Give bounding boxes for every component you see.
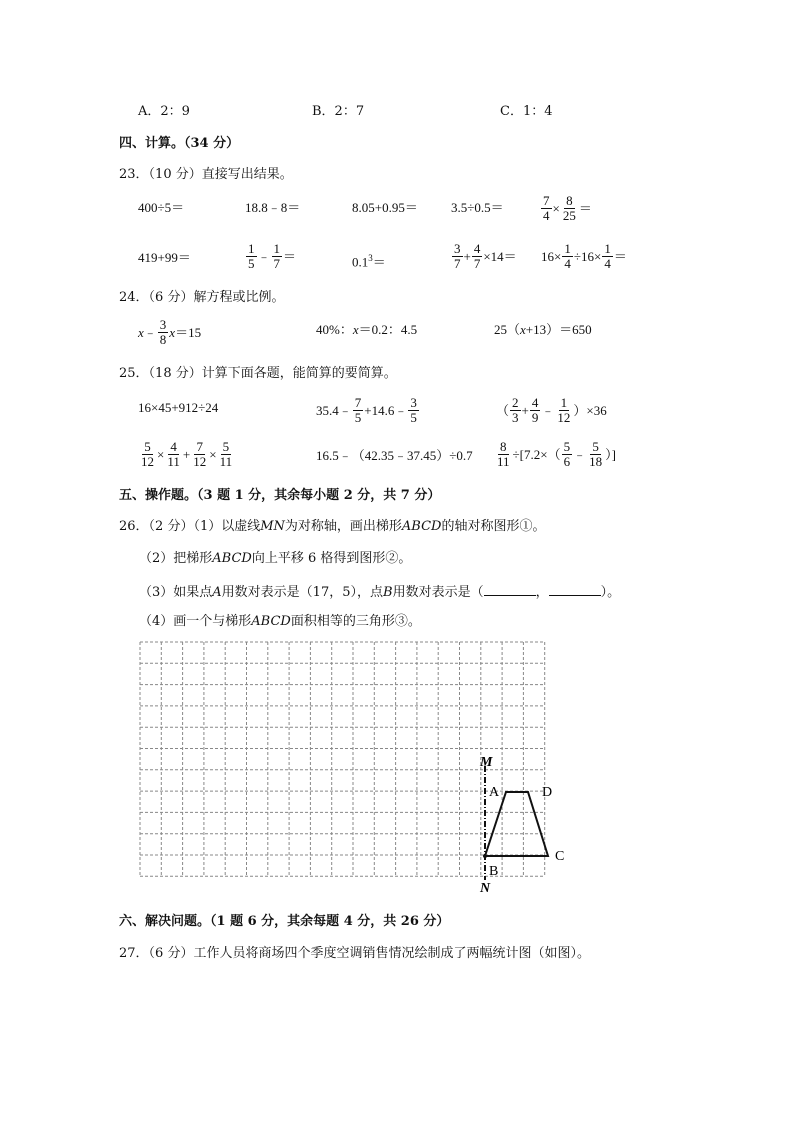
q25-heading: 25．（18 分）计算下面各题，能简算的要简算。 [119, 366, 397, 381]
option-b: B．2：7 [312, 104, 365, 119]
q24-expr-2: 40%：x＝0.2：4.5 [316, 322, 418, 337]
q26-line-2: （2）把梯形ABCD向上平移 6 格得到图形②。 [139, 551, 412, 566]
q23-expr-10: 16× $\frac{1}{4}$ ÷16× $\frac{1}{4}$ ＝ [541, 241, 627, 271]
q24-heading: 24．（6 分）解方程或比例。 [119, 290, 285, 305]
option-c: C．1：4 [500, 104, 553, 119]
q25-expr-1: 16×45+912÷24 [138, 400, 219, 415]
q23-expr-6: 419+99＝ [138, 250, 191, 265]
label-m: M [480, 755, 493, 770]
answer-blank-1[interactable] [484, 583, 536, 596]
q23-expr-9: $\frac{3}{7}$ + $\frac{4}{7}$ ×14＝ [454, 241, 517, 271]
q25-expr-3: （ $\frac{2}{3}$ + $\frac{4}{9}$ ﹣ $\frac{1}{12}$ ）×36 [496, 395, 607, 425]
section4-title: 四、计算。（34 分） [119, 136, 240, 151]
q23-expr-1: 400÷5＝ [138, 200, 185, 215]
q25-expr-2: 35.4﹣ $\frac{7}{5}$ +14.6﹣ $\frac{3}{5}$ [316, 395, 417, 425]
point-b [483, 854, 487, 858]
q26-line-3: （3）如果点A用数对表示是（17，5），点B用数对表示是（ ， ）。 [139, 585, 621, 600]
trapezoid-abcd [485, 792, 548, 856]
option-a: A．2：9 [138, 104, 190, 119]
label-n: N [480, 881, 491, 896]
q26-line-1: 26．（2 分）（1）以虚线MN为对称轴，画出梯形ABCD的轴对称图形①。 [119, 519, 546, 534]
grid-figure [138, 640, 578, 902]
q24-expr-1: x ﹣ $\frac{3}{8}$ x ＝15 [138, 317, 202, 347]
label-c: C [555, 849, 565, 864]
q23-expr-5: $\frac{7}{4}$ × $\frac{8}{25}$ ＝ [543, 193, 592, 223]
section6-title: 六、解决问题。（1 题 6 分，其余每题 4 分，共 26 分） [119, 914, 450, 929]
label-a: A [489, 785, 500, 800]
label-d: D [542, 785, 553, 800]
q25-expr-4: $\frac{5}{12}$ × $\frac{4}{11}$ + $\frac{7}{12}$ × $\frac{5}{11}$ [141, 439, 233, 469]
label-b: B [489, 864, 499, 879]
q25-expr-5: 16.5﹣（42.35﹣37.45）÷0.7 [316, 448, 473, 463]
q23-expr-2: 18.8﹣8＝ [245, 200, 301, 215]
q23-expr-3: 8.05+0.95＝ [352, 200, 418, 215]
q23-heading: 23．（10 分）直接写出结果。 [119, 167, 293, 182]
q23-expr-8: $0.1^3=$ [352, 253, 386, 270]
section5-title: 五、操作题。（3 题 1 分，其余每小题 2 分，共 7 分） [119, 488, 441, 503]
q23-expr-7: $\frac{1}{5}$ ﹣ $\frac{1}{7}$ ＝ [248, 241, 297, 271]
q23-expr-4: 3.5÷0.5＝ [451, 200, 504, 215]
q26-line-4: （4）画一个与梯形ABCD面积相等的三角形③。 [139, 614, 421, 629]
q25-expr-6: $\frac{8}{11}$ ÷[7.2×（ $\frac{5}{6}$ ﹣ $\frac{5}{18}$ ）] [497, 439, 616, 469]
answer-blank-2[interactable] [549, 583, 601, 596]
q24-expr-3: 25（x+13）＝650 [494, 322, 592, 337]
q27-heading: 27．（6 分）工作人员将商场四个季度空调销售情况绘制成了两幅统计图（如图）。 [119, 946, 590, 961]
